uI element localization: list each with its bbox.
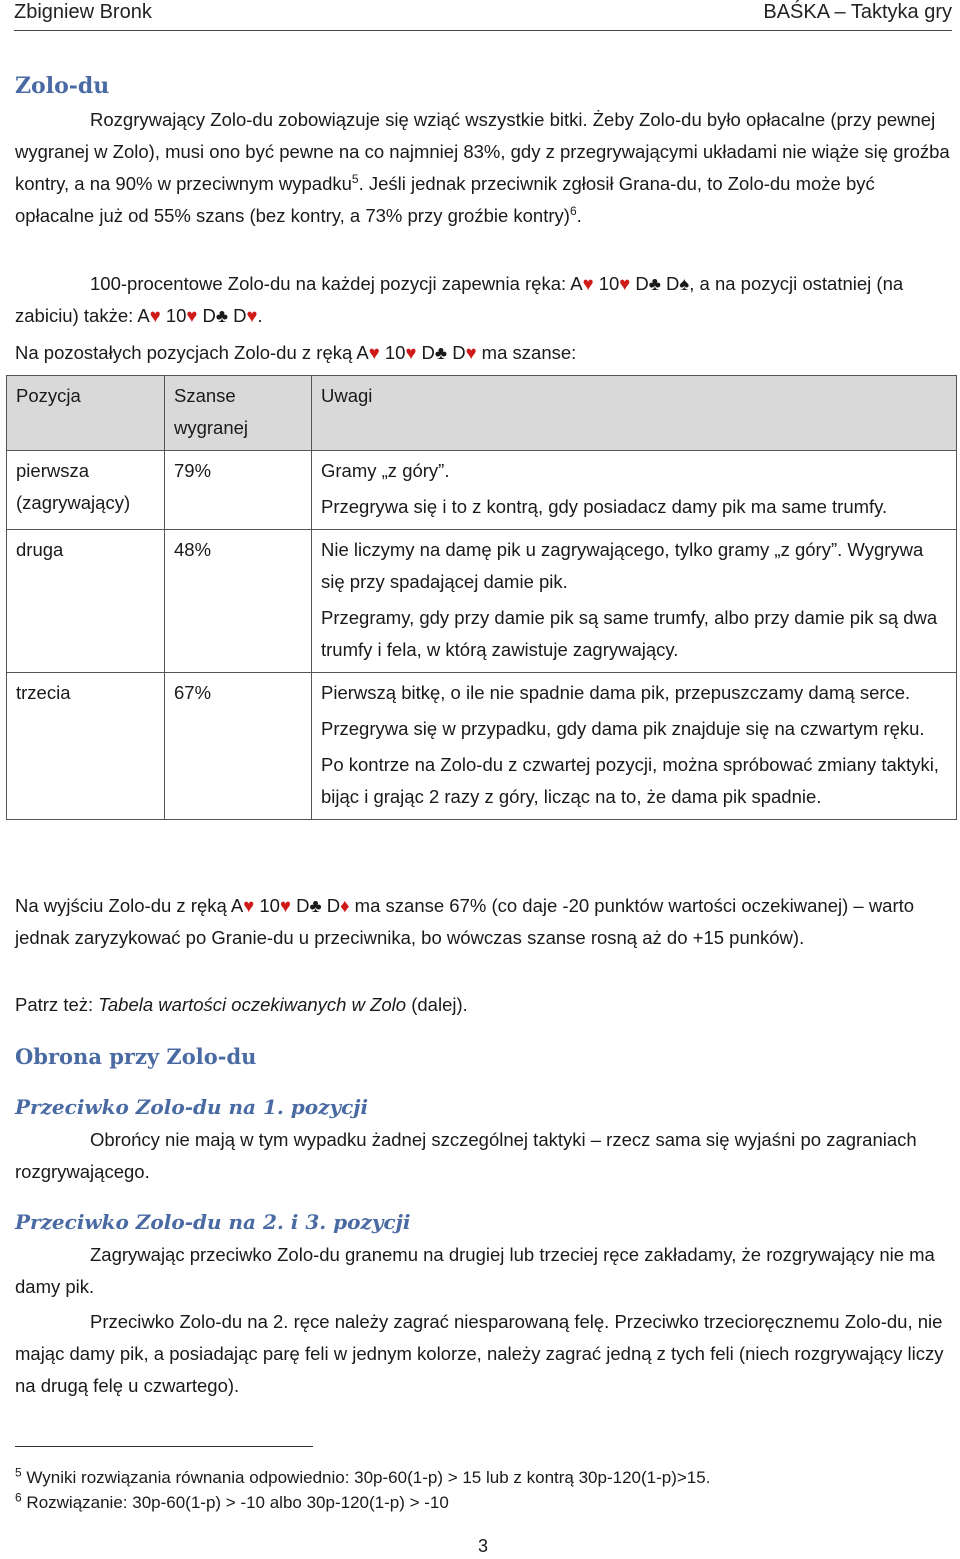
table-header-row — [7, 376, 957, 451]
paragraph-intro-c: . — [576, 205, 582, 226]
subsection-2-text-1: Zagrywając przeciwko Zolo-du granemu na drugiej lub trzeciej ręce zakładamy, że rozgrywający nie ma damy pik. — [15, 1244, 935, 1297]
chances-table — [6, 375, 957, 820]
p2-text2: 10 — [593, 273, 620, 294]
p3-text2: 10 — [379, 342, 406, 363]
subsection-2-text-2: Przeciwko Zolo-du na 2. ręce należy zagrać niesparowaną felę. Przeciwko trzecioręcznemu Zolo-du, nie mając damy pik, a posiadając parę feli w jednym kolorze, należy zagrać jedną z tych feli (niech rozgrywający liczy na drugą felę u czwartego). — [15, 1311, 944, 1396]
paragraph-hundred-percent — [15, 268, 950, 332]
table-cell-notes — [312, 530, 957, 673]
header-title: BAŚKA – Taktyka gry — [763, 1, 952, 23]
table-cell-chance: 67% — [165, 673, 312, 820]
paragraph-intro — [15, 104, 950, 232]
heart-suit-icon: ♥ — [405, 342, 417, 363]
page-header — [14, 0, 952, 31]
see-also-reference[interactable]: Tabela wartości oczekiwanych w Zolo — [98, 994, 407, 1015]
footnote-number: 6 — [15, 1490, 22, 1505]
heart-suit-icon: ♥ — [186, 305, 198, 326]
table-cell-position: trzecia — [7, 673, 165, 820]
obrona-title: Obrona przy Zolo-du — [15, 1044, 257, 1069]
table-cell-chance: 48% — [165, 530, 312, 673]
paragraph-intro-b: . Jeśli jednak przeciwnik zgłosił Grana-du, to Zolo-du może być opłacalne już od 55% szans (bez kontry, a 73% przy groźbie kontry) — [15, 173, 875, 226]
subsection-1-text: Obrońcy nie mają w tym wypadku żadnej szczególnej taktyki – rzecz sama się wyjaśni po zagraniach rozgrywającego. — [15, 1129, 917, 1182]
see-also-suffix: (dalej). — [406, 994, 468, 1015]
p2-text1: 100-procentowe Zolo-du na każdej pozycji zapewnia ręka: A — [90, 273, 583, 294]
heart-suit-icon: ♥ — [465, 342, 477, 363]
table-header-cell: Uwagi — [312, 376, 957, 451]
p3-text4: ma szanse: — [476, 342, 577, 363]
p3-text1: Na pozostałych pozycjach Zolo-du z ręką A — [15, 342, 369, 363]
subsection-title-1: Przeciwko Zolo-du na 1. pozycji — [15, 1095, 369, 1119]
footnote-ref-5[interactable]: 5 — [351, 171, 359, 186]
p2-text4: 10 — [160, 305, 187, 326]
note-paragraph: Po kontrze na Zolo-du z czwartej pozycji, można spróbować zmiany taktyki, bijąc i grając 2 razy z góry, licząc na to, że dama pik spadnie. — [321, 754, 939, 807]
table-header-cell: Pozycja — [7, 376, 165, 451]
table-cell-chance: 79% — [165, 451, 312, 530]
p2-text6: . — [257, 305, 263, 326]
header-author: Zbigniew Bronk — [14, 1, 152, 23]
footnote-separator — [15, 1446, 313, 1447]
p4-text4: ma szanse 67% (co daje -20 punktów wartości oczekiwanej) – warto jednak zaryzykować po Granie-du u przeciwnika, bo wówczas szanse rosną aż do +15 punków). — [15, 895, 915, 948]
heart-suit-icon: ♥ — [149, 305, 161, 326]
footnote-6 — [15, 1490, 449, 1513]
footnote-number: 5 — [15, 1465, 22, 1480]
diamond-suit-icon: ♦ — [340, 895, 350, 916]
note-paragraph: Przegrywa się w przypadku, gdy dama pik znajduje się na czwartym ręku. — [321, 718, 925, 739]
note-paragraph: Nie liczymy na damę pik u zagrywającego, tylko gramy „z góry”. Wygrywa się przy spadającej damie pik. — [321, 539, 924, 592]
p4-text2: 10 — [254, 895, 280, 916]
table-cell-notes — [312, 451, 957, 530]
table-cell-notes — [312, 673, 957, 820]
p2-text3: D♣ D♠, a na pozycji ostatniej (na zabiciu) także: A — [15, 273, 904, 326]
table-row — [7, 530, 957, 673]
section-title: Zolo-du — [15, 73, 110, 99]
footnote-text: Rozwiązanie: 30p-60(1-p) > -10 albo 30p-120(1-p) > -10 — [21, 1493, 449, 1512]
heart-suit-icon: ♥ — [243, 895, 255, 916]
paragraph-intro-a: Rozgrywający Zolo-du zobowiązuje się wziąć wszystkie bitki. Żeby Zolo-du było opłacalne (przy pewnej wygranej w Zolo), musi ono być pewne na co najmniej 83%, gdy z przegrywającymi układami nie wiąże się groźba kontry, a na 90% w przeciwnym wypadku — [15, 109, 950, 194]
footnote-ref-6[interactable]: 6 — [569, 203, 577, 218]
paragraph-exit — [15, 890, 950, 954]
footnote-5 — [15, 1465, 711, 1488]
heart-suit-icon: ♥ — [368, 342, 380, 363]
p4-text1: Na wyjściu Zolo-du z ręką A — [15, 895, 244, 916]
note-paragraph: Gramy „z góry”. — [321, 460, 450, 481]
table-row — [7, 673, 957, 820]
page-number: 3 — [477, 1536, 488, 1556]
heart-suit-icon: ♥ — [279, 895, 291, 916]
note-paragraph: Przegrywa się i to z kontrą, gdy posiadacz damy pik ma same trumfy. — [321, 496, 888, 517]
p4-text3: D♣ D — [290, 895, 341, 916]
heart-suit-icon: ♥ — [619, 273, 631, 294]
p3-text3: D♣ D — [416, 342, 466, 363]
note-paragraph: Przegramy, gdy przy damie pik są same trumfy, albo przy damie pik są dwa trumfy i fela, w którą zawistuje zagrywający. — [321, 607, 938, 660]
subsection-title-2: Przeciwko Zolo-du na 2. i 3. pozycji — [15, 1210, 411, 1234]
table-cell-position: druga — [7, 530, 165, 673]
heart-suit-icon: ♥ — [582, 273, 594, 294]
note-paragraph: Pierwszą bitkę, o ile nie spadnie dama pik, przepuszczamy damą serce. — [321, 682, 911, 703]
paragraph-see-also — [15, 989, 950, 1021]
paragraph-other-positions — [15, 337, 950, 369]
table-header-cell: Szanse wygranej — [165, 376, 312, 451]
footnote-text: Wyniki rozwiązania równania odpowiednio: 30p-60(1-p) > 15 lub z kontrą 30p-120(1-p)>15. — [21, 1468, 711, 1487]
table-cell-position: pierwsza (zagrywający) — [7, 451, 165, 530]
p2-text5: D♣ D — [197, 305, 247, 326]
heart-suit-icon: ♥ — [246, 305, 258, 326]
table-row — [7, 451, 957, 530]
see-also-prefix: Patrz też: — [15, 994, 99, 1015]
